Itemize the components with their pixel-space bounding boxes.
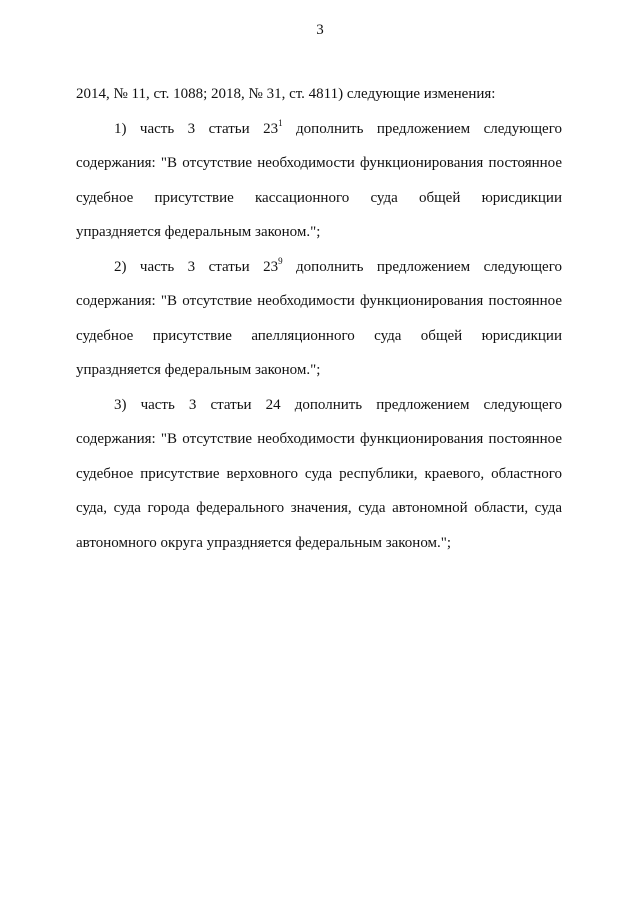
item-1-line: упраздняется федеральным законом."; [76,224,321,240]
item-2-line: упраздняется федеральным законом."; [76,362,321,378]
item-3-line: автономного округа упраздняется федеральным законом."; [76,534,452,551]
item-1-line: содержания: "В отсутствие необходимости функционирования постоянное [76,155,562,171]
item-2-lead [76,250,562,285]
intro-line: 2014, № 11, ст. 1088; 2018, № 31, ст. 4811) следующие изменения: [76,86,496,102]
item-1-lead-text: 1) часть 3 статьи 23 [114,120,279,137]
item-2-superscript: 9 [278,255,283,266]
item-1-line: судебное присутствие кассационного суда общей юрисдикции [76,189,562,206]
document-body [76,77,562,560]
item-1-lead-rest: дополнить предложением следующего [282,120,562,137]
item-2-lead-rest: дополнить предложением следующего [282,258,562,275]
item-3-line: судебное присутствие верховного суда республики, краевого, областного [76,465,562,482]
item-2-line: содержания: "В отсутствие необходимости функционирования постоянное [76,293,562,309]
page-number: 3 [316,22,324,38]
item-1-lead [76,112,562,147]
item-3-line: суда, суда города федерального значения, суда автономной области, суда [76,500,562,516]
item-1-superscript: 1 [278,117,283,128]
item-2-line: судебное присутствие апелляционного суда общей юрисдикции [76,327,562,344]
item-2-lead-text: 2) часть 3 статьи 23 [114,258,279,275]
item-3-line: содержания: "В отсутствие необходимости функционирования постоянное [76,431,562,447]
item-3-lead: 3) часть 3 статьи 24 дополнить предложением следующего [114,396,562,413]
